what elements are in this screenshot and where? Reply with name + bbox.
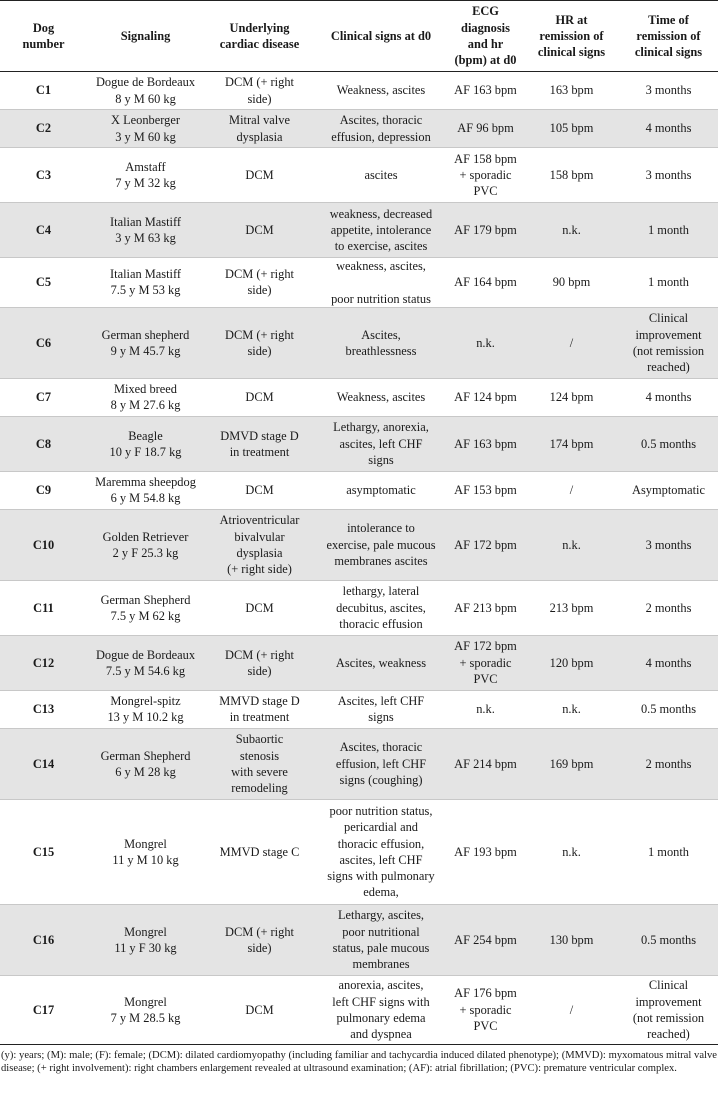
header-underlying-disease: Underlying cardiac disease	[204, 1, 315, 72]
cell-dog-number: C8	[0, 416, 87, 471]
cell-hr-remission: 213 bpm	[524, 580, 619, 635]
cell-underlying-disease: MMVD stage D in treatment	[204, 690, 315, 728]
cell-ecg-diagnosis: n.k.	[447, 690, 524, 728]
cell-ecg-diagnosis: AF 254 bpm	[447, 904, 524, 975]
cell-underlying-disease: DCM	[204, 471, 315, 509]
cell-clinical-signs: Ascites, weakness	[315, 635, 447, 690]
header-signaling: Signaling	[87, 1, 204, 72]
cell-ecg-diagnosis: AF 179 bpm	[447, 203, 524, 258]
cell-dog-number: C11	[0, 580, 87, 635]
cell-time-remission: Asymptomatic	[619, 471, 718, 509]
cell-time-remission: Clinical improvement (not remission reached)	[619, 975, 718, 1044]
cell-underlying-disease: MMVD stage C	[204, 799, 315, 904]
cell-hr-remission: 90 bpm	[524, 258, 619, 308]
cell-underlying-disease: Atrioventricular bivalvular dysplasia (+ right side)	[204, 509, 315, 580]
cell-signaling: Mongrel 11 y F 30 kg	[87, 904, 204, 975]
table-row	[0, 975, 718, 1044]
cell-time-remission: 0.5 months	[619, 690, 718, 728]
cell-dog-number: C16	[0, 904, 87, 975]
table-row	[0, 378, 718, 416]
cell-underlying-disease: DCM (+ right side)	[204, 307, 315, 378]
cell-hr-remission: 124 bpm	[524, 378, 619, 416]
cell-hr-remission: 105 bpm	[524, 110, 619, 148]
cell-dog-number: C12	[0, 635, 87, 690]
cell-signaling: Dogue de Bordeaux 7.5 y M 54.6 kg	[87, 635, 204, 690]
header-clinical-signs: Clinical signs at d0	[315, 1, 447, 72]
cell-signaling: Mixed breed 8 y M 27.6 kg	[87, 378, 204, 416]
cell-clinical-signs: Ascites, left CHF signs	[315, 690, 447, 728]
cell-clinical-signs: weakness, decreased appetite, intolerance to exercise, ascites	[315, 203, 447, 258]
cell-clinical-signs: Weakness, ascites	[315, 72, 447, 110]
cell-underlying-disease: DMVD stage D in treatment	[204, 416, 315, 471]
cell-ecg-diagnosis: AF 213 bpm	[447, 580, 524, 635]
cell-signaling: Italian Mastiff 3 y M 63 kg	[87, 203, 204, 258]
cell-clinical-signs: asymptomatic	[315, 471, 447, 509]
table-row	[0, 416, 718, 471]
cell-hr-remission: /	[524, 975, 619, 1044]
cell-clinical-signs: Ascites, thoracic effusion, depression	[315, 110, 447, 148]
cell-dog-number: C10	[0, 509, 87, 580]
cell-signaling: German Shepherd 6 y M 28 kg	[87, 728, 204, 799]
cell-hr-remission: 130 bpm	[524, 904, 619, 975]
cell-hr-remission: n.k.	[524, 509, 619, 580]
cell-clinical-signs: Weakness, ascites	[315, 378, 447, 416]
cell-ecg-diagnosis: AF 158 bpm + sporadic PVC	[447, 148, 524, 203]
cell-hr-remission: 169 bpm	[524, 728, 619, 799]
cell-dog-number: C5	[0, 258, 87, 308]
header-hr-remission: HR at remission of clinical signs	[524, 1, 619, 72]
table-row	[0, 580, 718, 635]
cell-underlying-disease: DCM	[204, 148, 315, 203]
cell-time-remission: Clinical improvement (not remission reached)	[619, 307, 718, 378]
cell-signaling: Italian Mastiff 7.5 y M 53 kg	[87, 258, 204, 308]
cell-hr-remission: n.k.	[524, 799, 619, 904]
cell-signaling: Dogue de Bordeaux 8 y M 60 kg	[87, 72, 204, 110]
cell-ecg-diagnosis: AF 176 bpm + sporadic PVC	[447, 975, 524, 1044]
cell-ecg-diagnosis: AF 96 bpm	[447, 110, 524, 148]
cell-hr-remission: 174 bpm	[524, 416, 619, 471]
cell-ecg-diagnosis: AF 172 bpm + sporadic PVC	[447, 635, 524, 690]
cell-underlying-disease: DCM	[204, 203, 315, 258]
table-row	[0, 258, 718, 308]
cell-dog-number: C1	[0, 72, 87, 110]
cell-underlying-disease: DCM (+ right side)	[204, 258, 315, 308]
table-row	[0, 307, 718, 378]
cell-clinical-signs: intolerance to exercise, pale mucous membranes ascites	[315, 509, 447, 580]
table-row	[0, 509, 718, 580]
cell-signaling: Maremma sheepdog 6 y M 54.8 kg	[87, 471, 204, 509]
cell-signaling: German shepherd 9 y M 45.7 kg	[87, 307, 204, 378]
header-time-remission: Time of remission of clinical signs	[619, 1, 718, 72]
cell-underlying-disease: DCM (+ right side)	[204, 635, 315, 690]
table-row	[0, 904, 718, 975]
cell-underlying-disease: DCM (+ right side)	[204, 72, 315, 110]
cell-hr-remission: /	[524, 471, 619, 509]
cell-signaling: Amstaff 7 y M 32 kg	[87, 148, 204, 203]
cell-ecg-diagnosis: n.k.	[447, 307, 524, 378]
cell-hr-remission: 163 bpm	[524, 72, 619, 110]
table-row	[0, 110, 718, 148]
cell-dog-number: C3	[0, 148, 87, 203]
cell-clinical-signs: anorexia, ascites, left CHF signs with pulmonary edema and dyspnea	[315, 975, 447, 1044]
cell-dog-number: C7	[0, 378, 87, 416]
cell-signaling: Mongrel 11 y M 10 kg	[87, 799, 204, 904]
cell-time-remission: 1 month	[619, 258, 718, 308]
cell-signaling: German Shepherd 7.5 y M 62 kg	[87, 580, 204, 635]
cell-clinical-signs: Lethargy, ascites, poor nutritional status, pale mucous membranes	[315, 904, 447, 975]
cell-signaling: Mongrel 7 y M 28.5 kg	[87, 975, 204, 1044]
cell-clinical-signs: poor nutrition status, pericardial and thoracic effusion, ascites, left CHF signs with pulmonary edema,	[315, 799, 447, 904]
cell-clinical-signs: weakness, ascites, poor nutrition status	[315, 258, 447, 308]
cell-time-remission: 3 months	[619, 72, 718, 110]
cell-underlying-disease: DCM (+ right side)	[204, 904, 315, 975]
cell-ecg-diagnosis: AF 163 bpm	[447, 416, 524, 471]
cell-ecg-diagnosis: AF 163 bpm	[447, 72, 524, 110]
cell-hr-remission: 120 bpm	[524, 635, 619, 690]
cell-time-remission: 0.5 months	[619, 904, 718, 975]
cell-dog-number: C17	[0, 975, 87, 1044]
table-row	[0, 148, 718, 203]
header-ecg-diagnosis: ECG diagnosis and hr (bpm) at d0	[447, 1, 524, 72]
cell-signaling: Beagle 10 y F 18.7 kg	[87, 416, 204, 471]
cell-time-remission: 2 months	[619, 580, 718, 635]
cell-ecg-diagnosis: AF 214 bpm	[447, 728, 524, 799]
cell-time-remission: 3 months	[619, 509, 718, 580]
cell-time-remission: 4 months	[619, 110, 718, 148]
cell-dog-number: C14	[0, 728, 87, 799]
cell-ecg-diagnosis: AF 193 bpm	[447, 799, 524, 904]
cell-dog-number: C9	[0, 471, 87, 509]
cell-time-remission: 3 months	[619, 148, 718, 203]
header-dog-number: Dog number	[0, 1, 87, 72]
cell-hr-remission: n.k.	[524, 203, 619, 258]
cell-underlying-disease: Subaortic stenosis with severe remodeling	[204, 728, 315, 799]
cell-underlying-disease: DCM	[204, 975, 315, 1044]
cell-ecg-diagnosis: AF 153 bpm	[447, 471, 524, 509]
header-row	[0, 1, 718, 72]
cell-underlying-disease: DCM	[204, 378, 315, 416]
cell-ecg-diagnosis: AF 172 bpm	[447, 509, 524, 580]
cell-underlying-disease: DCM	[204, 580, 315, 635]
table-header	[0, 1, 718, 72]
table-row	[0, 635, 718, 690]
table-row	[0, 72, 718, 110]
table-row	[0, 728, 718, 799]
cell-dog-number: C6	[0, 307, 87, 378]
cell-underlying-disease: Mitral valve dysplasia	[204, 110, 315, 148]
cell-time-remission: 4 months	[619, 378, 718, 416]
cell-signaling: Mongrel-spitz 13 y M 10.2 kg	[87, 690, 204, 728]
cell-time-remission: 0.5 months	[619, 416, 718, 471]
cell-hr-remission: n.k.	[524, 690, 619, 728]
cell-signaling: Golden Retriever 2 y F 25.3 kg	[87, 509, 204, 580]
table-footnote: (y): years; (M): male; (F): female; (DCM): dilated cardiomyopathy (including familiar and tachycardia induced dilated phenotype); (MMVD): myxomatous mitral valve disease; (+ right involvement): right chambers enlargement revealed at ultrasound examination; (AF): atrial fibrillation; (PVC): premature ventricular complex.	[1, 1049, 717, 1075]
cell-hr-remission: /	[524, 307, 619, 378]
cell-clinical-signs: Ascites, breathlessness	[315, 307, 447, 378]
cell-dog-number: C15	[0, 799, 87, 904]
cell-time-remission: 4 months	[619, 635, 718, 690]
cell-ecg-diagnosis: AF 124 bpm	[447, 378, 524, 416]
cell-hr-remission: 158 bpm	[524, 148, 619, 203]
cell-clinical-signs: Ascites, thoracic effusion, left CHF signs (coughing)	[315, 728, 447, 799]
cell-time-remission: 1 month	[619, 799, 718, 904]
cell-time-remission: 2 months	[619, 728, 718, 799]
cell-clinical-signs: lethargy, lateral decubitus, ascites, thoracic effusion	[315, 580, 447, 635]
table-body	[0, 72, 718, 1045]
cell-dog-number: C4	[0, 203, 87, 258]
cell-ecg-diagnosis: AF 164 bpm	[447, 258, 524, 308]
table-row	[0, 799, 718, 904]
cell-dog-number: C13	[0, 690, 87, 728]
table-row	[0, 471, 718, 509]
table-row	[0, 690, 718, 728]
cell-signaling: X Leonberger 3 y M 60 kg	[87, 110, 204, 148]
cell-dog-number: C2	[0, 110, 87, 148]
cell-time-remission: 1 month	[619, 203, 718, 258]
table-row	[0, 203, 718, 258]
cell-clinical-signs: Lethargy, anorexia, ascites, left CHF signs	[315, 416, 447, 471]
cell-clinical-signs: ascites	[315, 148, 447, 203]
